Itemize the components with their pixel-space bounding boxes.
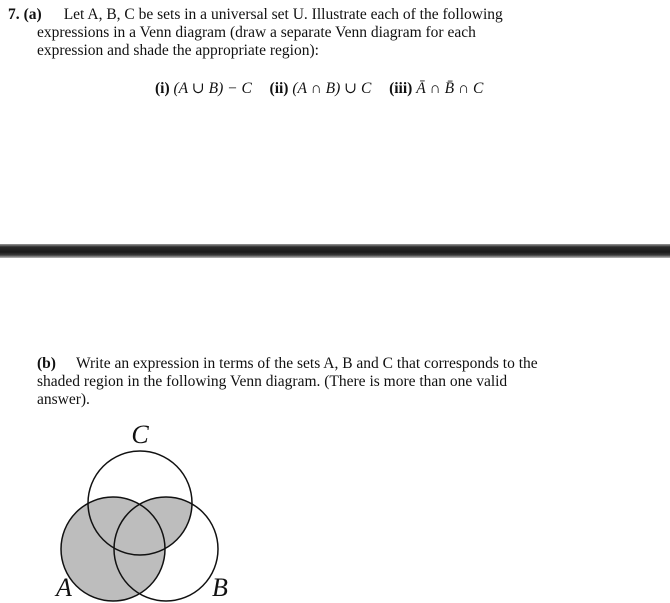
label-a: A bbox=[56, 573, 72, 602]
part-b-line-2: shaded region in the following Venn diagram. (There is more than one valid bbox=[37, 373, 508, 390]
part-a-text-1: Let A, B, C be sets in a universal set U. Illustrate each of the following bbox=[63, 6, 503, 23]
part-a-line-3: expression and shade the appropriate region): bbox=[37, 42, 319, 59]
expr-ii-label: (ii) bbox=[269, 80, 289, 97]
expr-ii: (A ∩ B) ∪ C bbox=[292, 80, 372, 97]
expr-iii-label: (iii) bbox=[389, 80, 413, 97]
question-number: 7. bbox=[8, 6, 20, 23]
part-a-line-2: expressions in a Venn diagram (draw a separate Venn diagram for each bbox=[37, 24, 476, 41]
part-b-line-3: answer). bbox=[37, 391, 90, 408]
part-b-label: (b) bbox=[37, 355, 56, 372]
part-b-text-1: Write an expression in terms of the sets A, B and C that corresponds to the bbox=[75, 355, 538, 372]
part-a-label: (a) bbox=[23, 6, 42, 23]
expr-i-label: (i) bbox=[155, 80, 170, 97]
label-c: C bbox=[131, 420, 149, 449]
expr-i: (A ∪ B) − C bbox=[173, 80, 252, 97]
expr-iii: Ā ∩ B̄ ∩ C bbox=[416, 80, 484, 97]
label-b: B bbox=[212, 573, 228, 602]
